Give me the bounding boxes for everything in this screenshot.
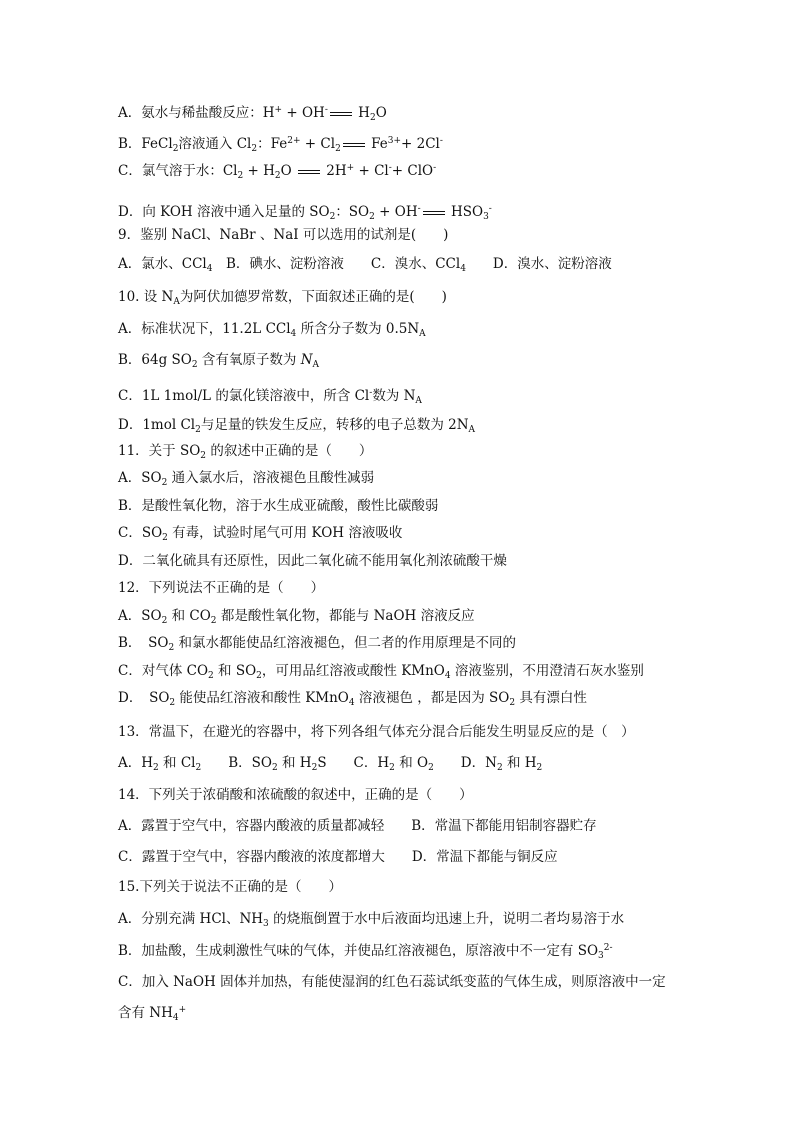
sub: A [419, 329, 426, 339]
sup: + [346, 163, 355, 173]
text: + OH [282, 105, 325, 121]
sup: - [417, 204, 421, 214]
sup: - [488, 204, 492, 214]
q8-option-c [118, 162, 436, 180]
text: A．分别充满 HCl、NH [118, 911, 264, 927]
text: A．SO [118, 470, 162, 486]
q12-option-d [118, 689, 587, 707]
text: 通入氯水后，溶液褪色且酸性减弱 [167, 470, 375, 486]
text: H [353, 105, 370, 121]
text: C．对气体 CO [118, 663, 209, 679]
sup: - [439, 136, 443, 146]
sub: 2 [369, 212, 375, 222]
text: C．SO [118, 525, 163, 541]
sub: 2 [191, 360, 198, 370]
text: 和 H [277, 755, 312, 771]
sup: 3+ [387, 136, 401, 146]
text: 都是酸性氧化物，都能与 NaOH 溶液反应 [216, 608, 475, 624]
text: 能使品红溶液和酸性 KMnO [175, 690, 349, 706]
sub: 2 [161, 616, 168, 626]
text: + Cl [354, 163, 389, 179]
q15-option-a [118, 910, 624, 928]
text: A．氯水、CCl [118, 256, 207, 272]
text: S [317, 755, 327, 771]
q8-option-d [118, 203, 492, 221]
text: + Cl [300, 136, 336, 152]
q11-option-b: B．是酸性氧化物，溶于水生成亚硫酸，酸性比碳酸弱 [118, 498, 439, 514]
text: HSO [446, 204, 484, 220]
sub: 2 [200, 451, 207, 461]
text: + ClO [391, 163, 434, 179]
sub: 2 [274, 171, 281, 181]
sub: 2 [208, 671, 214, 681]
sub: 3 [598, 951, 604, 961]
sub: 2 [169, 698, 176, 708]
text: O [280, 163, 296, 179]
q13-options [118, 754, 542, 772]
text: 含有 NH [118, 1005, 173, 1021]
q10-option-a [118, 320, 426, 338]
text: + OH [374, 204, 418, 220]
text: C．氯气溶于水：Cl [118, 163, 238, 179]
equals-sign [298, 170, 320, 174]
text: Fe [366, 136, 388, 152]
sub: 2 [369, 113, 376, 123]
text: 溶液通入 Cl [178, 136, 252, 152]
sub: 2 [168, 643, 175, 653]
text: B．加盐酸，生成刺激性气味的气体，并使品红溶液褪色，原溶液中不一定有 SO [118, 943, 599, 959]
q10-option-c [118, 387, 422, 405]
sub: 2 [195, 425, 201, 435]
q12-option-c [118, 662, 644, 680]
text: 11．关于 SO [118, 443, 201, 459]
sup: 2+ [287, 136, 301, 146]
sub: A [468, 425, 476, 435]
sub: 4 [348, 698, 355, 708]
sub: 4 [460, 264, 466, 274]
text: 2H [321, 163, 347, 179]
text: C．H [326, 755, 390, 771]
text: A．H [118, 755, 154, 771]
text: B．64g SO [118, 352, 192, 368]
sub: 2 [172, 144, 179, 154]
sub: A [312, 360, 319, 370]
text: 的烧瓶倒置于水中后液面均迅速上升，说明二者均易溶于水 [268, 911, 625, 927]
q9-stem: 9．鉴别 NaCl、NaBr 、NaI 可以选用的试剂是( ) [118, 227, 449, 243]
text: 的叙述中正确的是（ ） [206, 443, 373, 459]
text: 溶液褪色 ，都是因为 SO [354, 690, 510, 706]
q11-option-a [118, 469, 374, 487]
text: ，可用品红溶液或酸性 KMnO [261, 663, 445, 679]
q15-option-c-cont [118, 1004, 186, 1022]
text: 10. 设 N [118, 289, 174, 305]
q11-option-c [118, 524, 402, 542]
text: 和 CO [167, 608, 211, 624]
sub: 2 [271, 763, 278, 773]
text: C．1L 1mol/L 的氯化镁溶液中，所含 Cl [118, 388, 370, 404]
sub: 3 [263, 919, 269, 929]
sup: + [274, 105, 283, 115]
q10-stem [118, 288, 447, 306]
text: 和 O [394, 755, 429, 771]
q9-options [118, 255, 612, 273]
q15-stem: 15.下列关于说法不正确的是（ ） [118, 879, 342, 895]
text: D．N [433, 755, 497, 771]
sub: 2 [335, 144, 341, 154]
text: ：SO [335, 204, 370, 220]
sup: - [433, 163, 437, 173]
text: D．1mol Cl [118, 417, 196, 433]
text: + 2Cl [401, 136, 440, 152]
text: D．溴水、淀粉溶液 [465, 256, 612, 272]
text: 和 Cl [158, 755, 196, 771]
text: A．SO [118, 608, 162, 624]
sub: 4 [172, 1013, 179, 1023]
text: 和 H [502, 755, 537, 771]
q14-options-cd: C．露置于空气中，容器内酸液的浓度都增大 D．常温下都能与铜反应 [118, 849, 558, 865]
text: 和 SO [213, 663, 257, 679]
q14-stem: 14．下列关于浓硝酸和浓硫酸的叙述中，正确的是（ ） [118, 787, 473, 803]
sub: 2 [161, 478, 168, 488]
text: O [375, 105, 387, 121]
equals-sign [330, 112, 352, 116]
text: 溶液鉴别，不用澄清石灰水鉴别 [450, 663, 644, 679]
text: B．碘水、淀粉溶液 C．溴水、CCl [212, 256, 461, 272]
sup: 2- [603, 943, 613, 953]
sub: 2 [162, 533, 168, 543]
text: D． SO [118, 690, 170, 706]
sub: 2 [195, 763, 202, 773]
sub: A [415, 396, 422, 406]
q12-option-b [118, 634, 516, 652]
text: 有毒，试验时尾气可用 KOH 溶液吸收 [167, 525, 403, 541]
q8-option-a [118, 104, 387, 122]
q10-option-d [118, 416, 475, 434]
sub: 2 [389, 763, 395, 773]
sub: 2 [311, 763, 318, 773]
text: A．标准状况下，11.2L CCl [118, 321, 291, 337]
text: D．向 KOH 溶液中通入足量的 SO [118, 204, 330, 220]
q8-option-b [118, 135, 443, 153]
sub: 4 [206, 264, 213, 274]
sub: 4 [290, 329, 297, 339]
q10-option-b [118, 351, 319, 369]
sup: + [178, 1005, 187, 1015]
sub: 2 [428, 763, 434, 773]
sub: A [173, 297, 180, 307]
q12-stem: 12．下列说法不正确的是（ ） [118, 580, 325, 596]
text: B．FeCl [118, 136, 173, 152]
sub: 2 [251, 144, 258, 154]
text: ：Fe [257, 136, 288, 152]
equals-sign [423, 211, 445, 215]
text: 与足量的铁发生反应，转移的电子总数为 2N [200, 417, 469, 433]
text: 数为 N [372, 388, 416, 404]
sub: 2 [496, 763, 503, 773]
text: N [300, 352, 313, 368]
sup: - [388, 163, 392, 173]
text: B． SO [118, 635, 169, 651]
sup: - [324, 105, 328, 115]
text: 和氯水都能使品红溶液褪色，但二者的作用原理是不同的 [174, 635, 517, 651]
text: 所含分子数为 0.5N [296, 321, 420, 337]
q15-option-b [118, 942, 613, 960]
sub: 2 [509, 698, 516, 708]
sub: 2 [210, 616, 217, 626]
q11-option-d: D．二氧化硫具有还原性，因此二氧化硫不能用氧化剂浓硫酸干燥 [118, 553, 507, 569]
q14-options-ab: A．露置于空气中，容器内酸液的质量都减轻 B．常温下都能用铝制容器贮存 [118, 818, 597, 834]
text: B．SO [201, 755, 272, 771]
sub: 4 [444, 671, 451, 681]
sub: 2 [256, 671, 262, 681]
sup: - [369, 388, 373, 398]
sub: 2 [329, 212, 336, 222]
text: 为阿伏加德罗常数，下面叙述正确的是( ) [179, 289, 447, 305]
text: A．氨水与稀盐酸反应：H [118, 105, 275, 121]
text: 具有漂白性 [515, 690, 587, 706]
sub: 3 [483, 212, 489, 222]
text: 含有氧原子数为 [197, 352, 301, 368]
sub: 2 [153, 763, 159, 773]
q15-option-c: C．加入 NaOH 固体并加热，有能使湿润的红色石蕊试纸变蓝的气体生成，则原溶液中一定 [118, 974, 666, 990]
sub: 2 [536, 763, 543, 773]
q13-stem: 13．常温下，在避光的容器中，将下列各组气体充分混合后能发生明显反应的是（ ） [118, 724, 635, 740]
q11-stem [118, 442, 372, 460]
equals-sign [343, 143, 365, 147]
text: + H [243, 163, 275, 179]
sub: 2 [237, 171, 244, 181]
q12-option-a [118, 607, 475, 625]
